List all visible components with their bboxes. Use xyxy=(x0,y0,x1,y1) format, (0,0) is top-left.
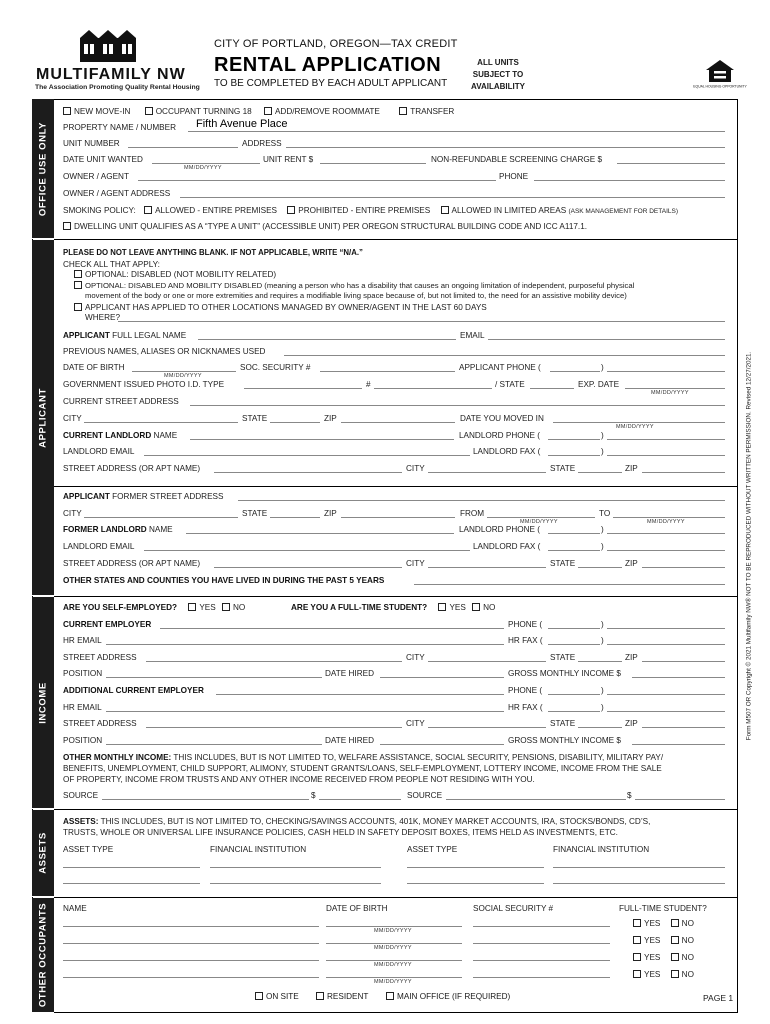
landlord-zip-field[interactable] xyxy=(642,472,725,473)
source-amount-field-1[interactable] xyxy=(319,799,401,800)
landlord-street-field[interactable] xyxy=(214,472,402,473)
main-office-checkbox[interactable]: MAIN OFFICE (IF REQUIRED) xyxy=(386,992,510,1001)
additional-phone-label: PHONE ( xyxy=(508,686,543,695)
employer-phone-field[interactable] xyxy=(607,628,725,629)
unit-rent-label: UNIT RENT $ xyxy=(263,155,314,164)
current-landlord-label: CURRENT LANDLORD NAME xyxy=(63,431,178,440)
date-moved-in-label: DATE YOU MOVED IN xyxy=(460,414,544,423)
date-format-hint: MM/DD/YYYY xyxy=(374,945,412,951)
hr-fax-label: HR FAX ( xyxy=(508,636,543,645)
expiration-date-label: EXP. DATE xyxy=(578,380,620,389)
disabled-option-checkbox[interactable]: OPTIONAL: DISABLED (NOT MOBILITY RELATED) xyxy=(74,270,276,279)
applicant-phone-label: APPLICANT PHONE ( xyxy=(459,363,541,372)
landlord-email-label: LANDLORD EMAIL xyxy=(63,447,135,456)
occupant-student-header: FULL-TIME STUDENT? xyxy=(619,904,707,913)
where-field[interactable] xyxy=(118,321,725,322)
asset-type-label-2: ASSET TYPE xyxy=(407,845,458,854)
city-field[interactable] xyxy=(84,422,238,423)
unit-number-field[interactable] xyxy=(128,147,238,148)
date-moved-in-field[interactable] xyxy=(553,422,725,423)
former-landlord-fax-area-field[interactable] xyxy=(548,550,600,551)
former-street-label: APPLICANT FORMER STREET ADDRESS xyxy=(63,492,224,501)
former-state-field[interactable] xyxy=(270,517,320,518)
occupant-turning-18-checkbox[interactable]: OCCUPANT TURNING 18 xyxy=(145,107,252,116)
phone-field[interactable] xyxy=(534,180,725,181)
on-site-checkbox[interactable]: ON SITE xyxy=(255,992,299,1001)
additional-employer-label: ADDITIONAL CURRENT EMPLOYER xyxy=(63,686,204,695)
occupant-student-options xyxy=(633,953,694,962)
gov-id-label: GOVERNMENT ISSUED PHOTO I.D. TYPE xyxy=(63,380,225,389)
financial-institution-field[interactable] xyxy=(210,867,381,868)
landlord-city-label: CITY xyxy=(406,464,425,473)
additional-street-label: STREET ADDRESS xyxy=(63,719,137,728)
position-label: POSITION xyxy=(63,669,103,678)
self-employed-no-checkbox[interactable]: NO xyxy=(222,603,245,612)
type-a-unit-checkbox[interactable]: DWELLING UNIT QUALIFIES AS A “TYPE A UNIT” (ACCESSIBLE UNIT) PER OREGON STRUCTURAL BUILDING CODE AND ICC A117.1. xyxy=(63,222,587,231)
hr-email-field[interactable] xyxy=(106,644,504,645)
other-states-label: OTHER STATES AND COUNTIES YOU HAVE LIVED IN DURING THE PAST 5 YEARS xyxy=(63,576,385,585)
additional-zip-field[interactable] xyxy=(642,727,725,728)
occupant-name-field[interactable] xyxy=(63,926,319,927)
smoking-policy-row: SMOKING POLICY: ALLOWED - ENTIRE PREMISES PROHIBITED - ENTIRE PREMISES ALLOWED IN LIMITED AREAS (ASK MANAGEMENT FOR DETAILS) xyxy=(63,206,679,215)
additional-city-label: CITY xyxy=(406,719,425,728)
full-legal-name-label: APPLICANT FULL LEGAL NAME xyxy=(63,331,187,340)
date-unit-wanted-field[interactable] xyxy=(152,163,260,164)
former-landlord-email-field[interactable] xyxy=(144,550,470,551)
additional-hr-email-field[interactable] xyxy=(106,711,504,712)
transfer-checkbox[interactable]: TRANSFER xyxy=(399,107,454,116)
unit-number-label: UNIT NUMBER xyxy=(63,139,120,148)
occupant-student-no-checkbox[interactable]: NO xyxy=(671,953,694,962)
landlord-phone-field[interactable] xyxy=(607,439,725,440)
date-unit-wanted-label: DATE UNIT WANTED xyxy=(63,155,143,164)
landlord-fax-field[interactable] xyxy=(607,455,725,456)
additional-position-label: POSITION xyxy=(63,736,103,745)
date-format-hint: MM/DD/YYYY xyxy=(164,373,202,379)
full-legal-name-field[interactable] xyxy=(198,339,456,340)
former-landlord-city-label: CITY xyxy=(406,559,425,568)
copyright-side-note: Form M507 OR Copyright © 2021 Multifamily NW® NOT TO BE REPRODUCED WITHOUT WRITTEN PERMISSION. Revised 12/27/2021. xyxy=(745,351,753,740)
former-landlord-zip-field[interactable] xyxy=(642,567,725,568)
section-divider xyxy=(54,596,738,597)
gov-id-state-field[interactable] xyxy=(530,388,574,389)
occupant-student-options xyxy=(633,936,694,945)
applicant-phone-field[interactable] xyxy=(607,371,725,372)
zip-field[interactable] xyxy=(341,422,455,423)
form-subtitle: TO BE COMPLETED BY EACH ADULT APPLICANT xyxy=(214,78,448,89)
occupant-name-header: NAME xyxy=(63,904,87,913)
occupant-dob-field[interactable] xyxy=(326,977,462,978)
equal-housing-icon xyxy=(693,58,747,89)
source-field-2[interactable] xyxy=(446,799,626,800)
landlord-state-field[interactable] xyxy=(578,472,622,473)
gov-id-type-field[interactable] xyxy=(244,388,362,389)
sidebar-assets: ASSETS xyxy=(32,810,54,897)
multifamily-nw-logo xyxy=(30,26,200,92)
assets-description: ASSETS: THIS INCLUDES, BUT IS NOT LIMITED TO, CHECKING/SAVINGS ACCOUNTS, 401K, MONEY MARKET ACCOUNTS, IRA, STOCKS/BONDS, CD’S, TRUSTS, WHOLE OR UNIVERSAL LIFE INSURANCE POLICIES, CASH HELD IN SAFETY DEPOSIT BOXES, ITEMS HELD AS INVESTMENTS, ETC. xyxy=(63,817,651,837)
state-label: STATE xyxy=(242,414,268,423)
mobility-disabled-option-checkbox[interactable]: OPTIONAL: DISABLED AND MOBILITY DISABLED (meaning a person who has a disability that causes an ongoing limitation of independent, purposeful physical xyxy=(74,281,634,290)
financial-institution-field[interactable] xyxy=(210,883,381,884)
former-zip-label: ZIP xyxy=(324,509,337,518)
owner-agent-address-label: OWNER / AGENT ADDRESS xyxy=(63,189,171,198)
self-employed-yes-checkbox[interactable]: YES xyxy=(188,603,215,612)
owner-agent-address-field[interactable] xyxy=(180,197,725,198)
section-divider xyxy=(54,239,738,240)
form-header xyxy=(0,0,770,100)
gov-id-number-field[interactable] xyxy=(374,388,492,389)
former-landlord-fax-label: LANDLORD FAX ( xyxy=(473,542,541,551)
financial-institution-label-2: FINANCIAL INSTITUTION xyxy=(553,845,650,854)
gross-monthly-income-label: GROSS MONTHLY INCOME $ xyxy=(508,669,621,678)
occupant-student-options xyxy=(633,970,694,979)
employer-street-field[interactable] xyxy=(146,661,402,662)
applied-other-locations-checkbox[interactable]: APPLICANT HAS APPLIED TO OTHER LOCATIONS MANAGED BY OWNER/AGENT IN THE LAST 60 DAYS xyxy=(74,303,487,312)
new-move-in-checkbox[interactable]: NEW MOVE-IN xyxy=(63,107,130,116)
former-city-label: CITY xyxy=(63,509,82,518)
date-format-hint: MM/DD/YYYY xyxy=(184,165,222,171)
form-frame xyxy=(32,99,738,1013)
employer-phone-area-field[interactable] xyxy=(548,628,600,629)
sidebar-applicant: APPLICANT xyxy=(32,240,54,596)
application-type-options xyxy=(63,107,454,116)
occupant-ssn-field[interactable] xyxy=(473,943,610,944)
former-landlord-phone-field[interactable] xyxy=(607,533,725,534)
occupant-student-options xyxy=(633,919,694,928)
address-label: ADDRESS xyxy=(242,139,282,148)
date-format-hint: MM/DD/YYYY xyxy=(374,979,412,985)
current-employer-field[interactable] xyxy=(160,628,504,629)
logo-name: MULTIFAMILY NW xyxy=(36,66,186,83)
financial-institution-label-1: FINANCIAL INSTITUTION xyxy=(210,845,307,854)
current-street-address-field[interactable] xyxy=(190,405,725,406)
former-landlord-phone-label: LANDLORD PHONE ( xyxy=(459,525,540,534)
former-landlord-street-label: STREET ADDRESS (OR APT NAME) xyxy=(63,559,201,568)
additional-state-field[interactable] xyxy=(578,727,622,728)
date-format-hint: MM/DD/YYYY xyxy=(616,424,654,430)
landlord-state-label: STATE xyxy=(550,464,576,473)
screening-charge-label: NON-REFUNDABLE SCREENING CHARGE $ xyxy=(431,155,603,164)
ssn-label: SOC. SECURITY # xyxy=(240,363,311,372)
asset-type-field[interactable] xyxy=(407,867,544,868)
occupant-student-no-checkbox[interactable]: NO xyxy=(671,970,694,979)
source-label-1: SOURCE xyxy=(63,791,99,800)
owner-agent-field[interactable] xyxy=(138,180,496,181)
occupant-dob-field[interactable] xyxy=(326,960,462,961)
landlord-email-field[interactable] xyxy=(144,455,470,456)
landlord-phone-label: LANDLORD PHONE ( xyxy=(459,431,540,440)
employer-city-field[interactable] xyxy=(428,661,546,662)
where-label: WHERE? xyxy=(85,313,121,322)
logo-tagline: The Association Promoting Quality Rental Housing xyxy=(35,84,200,91)
resident-checkbox[interactable]: RESIDENT xyxy=(316,992,368,1001)
occupant-student-yes-checkbox[interactable]: YES xyxy=(633,919,660,928)
additional-gross-income-field[interactable] xyxy=(632,744,725,745)
state-field[interactable] xyxy=(270,422,320,423)
to-label: TO xyxy=(599,509,611,518)
occupant-student-yes-checkbox[interactable]: YES xyxy=(633,953,660,962)
date-format-hint: MM/DD/YYYY xyxy=(374,962,412,968)
other-states-field[interactable] xyxy=(414,584,725,585)
buildings-logo-icon xyxy=(80,30,136,62)
availability-note: ALL UNITS SUBJECT TO AVAILABILITY xyxy=(471,58,525,91)
occupant-student-yes-checkbox[interactable]: YES xyxy=(633,936,660,945)
landlord-phone-area-field[interactable] xyxy=(548,439,600,440)
student-yes-checkbox[interactable]: YES xyxy=(438,603,465,612)
section-divider xyxy=(54,486,738,487)
previous-names-field[interactable] xyxy=(284,355,725,356)
hr-email-label: HR EMAIL xyxy=(63,636,102,645)
current-street-address-label: CURRENT STREET ADDRESS xyxy=(63,397,179,406)
date-hired-field[interactable] xyxy=(380,677,504,678)
landlord-city-field[interactable] xyxy=(428,472,546,473)
financial-institution-field[interactable] xyxy=(553,867,725,868)
landlord-fax-area-field[interactable] xyxy=(548,455,600,456)
occupant-ssn-field[interactable] xyxy=(473,977,610,978)
from-label: FROM xyxy=(460,509,485,518)
additional-phone-field[interactable] xyxy=(607,694,725,695)
employer-state-field[interactable] xyxy=(578,661,622,662)
date-format-hint: MM/DD/YYYY xyxy=(520,519,558,525)
section-divider xyxy=(54,809,738,810)
former-landlord-state-field[interactable] xyxy=(578,567,622,568)
occupant-student-no-checkbox[interactable]: NO xyxy=(671,936,694,945)
property-name-value: Fifth Avenue Place xyxy=(196,118,288,130)
hr-fax-area-field[interactable] xyxy=(548,644,600,645)
svg-text:EQUAL HOUSING OPPORTUNITY: EQUAL HOUSING OPPORTUNITY xyxy=(693,84,747,89)
other-monthly-income-description: OTHER MONTHLY INCOME: THIS INCLUDES, BUT IS NOT LIMITED TO, WELFARE ASSISTANCE, SOCIAL SECURITY, PENSIONS, DISABILITY, MILITARY PAY/ BENEFITS, UNEMPLOYMENT, CHILD SUPPORT, ALIMONY, STUDENT GRANTS/LOANS, SELF-EMPLOYMENT, LOTTERY INCOME, INCOME FROM THE SALE OF PROPERTY, INCOME FROM TRUSTS AND ANY OTHER INCOME RECEIVED FROM PEOPLE NOT RESIDING WITH YOU. xyxy=(63,753,664,784)
add-remove-roommate-checkbox[interactable]: ADD/REMOVE ROOMMATE xyxy=(264,107,380,116)
owner-agent-label: OWNER / AGENT xyxy=(63,172,129,181)
additional-position-field[interactable] xyxy=(106,744,322,745)
former-state-label: STATE xyxy=(242,509,268,518)
property-name-field[interactable] xyxy=(188,131,725,132)
source-amount-field-2[interactable] xyxy=(635,799,725,800)
occupant-ssn-header: SOCIAL SECURITY # xyxy=(473,904,554,913)
source-label-2: SOURCE xyxy=(407,791,443,800)
former-landlord-city-field[interactable] xyxy=(428,567,546,568)
additional-date-hired-label: DATE HIRED xyxy=(325,736,374,745)
email-label: EMAIL xyxy=(460,331,485,340)
student-row: ARE YOU A FULL-TIME STUDENT? YES NO xyxy=(291,603,496,612)
smoking-limited-checkbox[interactable]: ALLOWED IN LIMITED AREAS (ASK MANAGEMENT FOR DETAILS) xyxy=(441,206,679,215)
position-field[interactable] xyxy=(106,677,322,678)
sidebar-office-use-only: OFFICE USE ONLY xyxy=(32,99,54,239)
landlord-street-label: STREET ADDRESS (OR APT NAME) xyxy=(63,464,201,473)
date-of-birth-label: DATE OF BIRTH xyxy=(63,363,125,372)
smoking-allowed-checkbox[interactable]: ALLOWED - ENTIRE PREMISES xyxy=(144,206,277,215)
occupant-student-yes-checkbox[interactable]: YES xyxy=(633,970,660,979)
date-hired-label: DATE HIRED xyxy=(325,669,374,678)
expiration-date-field[interactable] xyxy=(625,388,725,389)
gross-monthly-income-field[interactable] xyxy=(632,677,725,678)
source-field-1[interactable] xyxy=(102,799,309,800)
form-super-title: CITY OF PORTLAND, OREGON—TAX CREDIT xyxy=(214,38,458,50)
former-landlord-name-field[interactable] xyxy=(186,533,454,534)
student-no-checkbox[interactable]: NO xyxy=(472,603,495,612)
occupant-name-field[interactable] xyxy=(63,960,319,961)
to-date-field[interactable] xyxy=(613,517,725,518)
occupant-ssn-field[interactable] xyxy=(473,960,610,961)
additional-employer-field[interactable] xyxy=(216,694,504,695)
employer-street-label: STREET ADDRESS xyxy=(63,653,137,662)
former-zip-field[interactable] xyxy=(341,517,455,518)
date-format-hint: MM/DD/YYYY xyxy=(651,390,689,396)
occupant-dob-header: DATE OF BIRTH xyxy=(326,904,388,913)
occupant-student-no-checkbox[interactable]: NO xyxy=(671,919,694,928)
property-name-label: PROPERTY NAME / NUMBER xyxy=(63,123,176,132)
form-title: RENTAL APPLICATION xyxy=(214,54,442,76)
email-field[interactable] xyxy=(488,339,725,340)
additional-city-field[interactable] xyxy=(428,727,546,728)
additional-street-field[interactable] xyxy=(146,727,402,728)
previous-names-label: PREVIOUS NAMES, ALIASES OR NICKNAMES USED xyxy=(63,347,266,356)
landlord-fax-label: LANDLORD FAX ( xyxy=(473,447,541,456)
gov-id-state-label: / STATE xyxy=(495,380,525,389)
employer-zip-label: ZIP xyxy=(625,653,638,662)
asset-type-label-1: ASSET TYPE xyxy=(63,845,114,854)
occupant-dob-field[interactable] xyxy=(326,926,462,927)
page-number: PAGE 1 xyxy=(703,993,734,1003)
former-landlord-email-label: LANDLORD EMAIL xyxy=(63,542,135,551)
financial-institution-field[interactable] xyxy=(553,883,725,884)
check-all-label: CHECK ALL THAT APPLY: xyxy=(63,260,160,269)
phone-label: PHONE xyxy=(499,172,529,181)
additional-hr-fax-area-field[interactable] xyxy=(548,711,600,712)
former-landlord-label: FORMER LANDLORD NAME xyxy=(63,525,173,534)
unit-rent-field[interactable] xyxy=(320,163,426,164)
employer-phone-label: PHONE ( xyxy=(508,620,543,629)
occupant-dob-field[interactable] xyxy=(326,943,462,944)
applicant-notice: PLEASE DO NOT LEAVE ANYTHING BLANK. IF NOT APPLICABLE, WRITE “N/A.” xyxy=(63,248,363,257)
additional-gross-income-label: GROSS MONTHLY INCOME $ xyxy=(508,736,621,745)
date-format-hint: MM/DD/YYYY xyxy=(374,928,412,934)
address-field[interactable] xyxy=(286,147,725,148)
date-format-hint: MM/DD/YYYY xyxy=(647,519,685,525)
former-landlord-state-label: STATE xyxy=(550,559,576,568)
former-city-field[interactable] xyxy=(84,517,238,518)
screening-charge-field[interactable] xyxy=(617,163,725,164)
smoking-prohibited-checkbox[interactable]: PROHIBITED - ENTIRE PREMISES xyxy=(287,206,430,215)
employer-state-label: STATE xyxy=(550,653,576,662)
applicant-phone-area-field[interactable] xyxy=(550,371,600,372)
former-landlord-phone-area-field[interactable] xyxy=(548,533,600,534)
current-employer-label: CURRENT EMPLOYER xyxy=(63,620,152,629)
asset-type-field[interactable] xyxy=(63,867,200,868)
former-landlord-fax-field[interactable] xyxy=(607,550,725,551)
additional-hr-fax-label: HR FAX ( xyxy=(508,703,543,712)
additional-hr-fax-field[interactable] xyxy=(607,711,725,712)
asset-type-field[interactable] xyxy=(407,883,544,884)
self-employed-row: ARE YOU SELF-EMPLOYED? YES NO xyxy=(63,603,246,612)
section-divider xyxy=(54,897,738,898)
date-of-birth-field[interactable] xyxy=(132,371,236,372)
from-date-field[interactable] xyxy=(487,517,595,518)
asset-type-field[interactable] xyxy=(63,883,200,884)
occupant-ssn-field[interactable] xyxy=(473,926,610,927)
additional-phone-area-field[interactable] xyxy=(548,694,600,695)
zip-label: ZIP xyxy=(324,414,337,423)
city-label: CITY xyxy=(63,414,82,423)
ssn-field[interactable] xyxy=(320,371,455,372)
employer-city-label: CITY xyxy=(406,653,425,662)
current-landlord-name-field[interactable] xyxy=(190,439,454,440)
sidebar-income: INCOME xyxy=(32,597,54,809)
additional-date-hired-field[interactable] xyxy=(380,744,504,745)
additional-state-label: STATE xyxy=(550,719,576,728)
former-landlord-street-field[interactable] xyxy=(214,567,402,568)
additional-hr-email-label: HR EMAIL xyxy=(63,703,102,712)
sidebar-other-occupants: OTHER OCCUPANTS xyxy=(32,898,54,1013)
occupant-name-field[interactable] xyxy=(63,977,319,978)
landlord-zip-label: ZIP xyxy=(625,464,638,473)
employer-zip-field[interactable] xyxy=(642,661,725,662)
mobility-disabled-description: movement of the body or one or more extremities and requires a modifiable living space because of, but not limited to, the need for an assistive mobility device) xyxy=(85,291,627,300)
former-street-field[interactable] xyxy=(238,500,725,501)
former-landlord-zip-label: ZIP xyxy=(625,559,638,568)
occupant-name-field[interactable] xyxy=(63,943,319,944)
additional-zip-label: ZIP xyxy=(625,719,638,728)
hr-fax-field[interactable] xyxy=(607,644,725,645)
